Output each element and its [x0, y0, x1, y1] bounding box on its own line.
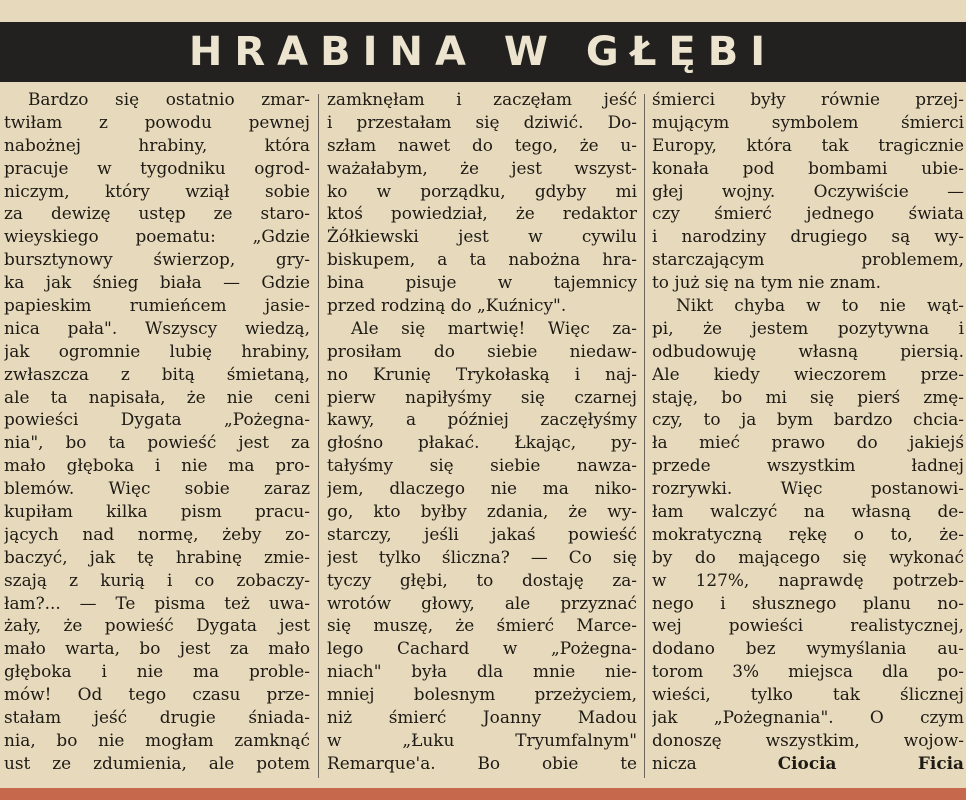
text-line: Nikt chyba w to nie wąt-	[676, 295, 964, 316]
text-line: czy śmierć jednego świata	[652, 203, 964, 224]
text-line: zwłaszcza z bitą śmietaną,	[4, 363, 310, 384]
text-line: twiłam z powodu pewnej	[4, 111, 310, 132]
text-line: ust ze zdumienia, ale potem	[4, 752, 310, 773]
text-line: to już się na tym nie znam.	[652, 272, 882, 293]
text-line: przed rodziną do „Kuźnicy".	[327, 295, 567, 316]
text-line: wrotów głowy, ale przyznać	[327, 592, 637, 613]
text-line: w „Łuku Tryumfalnym"	[327, 729, 637, 750]
text-line: ka jak śnieg biała — Gdzie	[4, 272, 310, 293]
text-line: nego i słusznego planu no-	[652, 592, 964, 613]
text-line: nabożnej hrabiny, która	[4, 134, 310, 155]
text-line: konała pod bombami ubie-	[652, 157, 964, 178]
text-line: prosiłam do siebie niedaw-	[327, 340, 637, 361]
text-line-fragment: nicza	[652, 752, 697, 773]
text-line: Ale się martwię! Więc za-	[351, 317, 637, 338]
text-line: nia, bo nie mogłam zamknąć	[4, 729, 310, 750]
text-line: ważałabym, że jest wszyst-	[327, 157, 637, 178]
text-line: żały, że powieść Dygata jest	[4, 615, 310, 636]
text-line: się muszę, że śmierć Marce-	[327, 615, 637, 636]
text-line: powieści Dygata „Pożegna-	[4, 409, 310, 430]
text-line: ale ta napisała, że nie ceni	[4, 386, 310, 407]
text-line: śmierci były równie przej-	[652, 89, 964, 109]
text-line: pracuje w tygodniku ogrod-	[4, 157, 310, 178]
text-line: kawy, a później zaczęłyśmy	[327, 409, 637, 430]
text-line: niach" była dla mnie nie-	[327, 661, 637, 682]
text-line: bina pisuje w tajemnicy	[327, 272, 637, 293]
text-line: no Krunię Trykołaską i naj-	[327, 363, 637, 384]
text-line: mało głęboka i nie ma pro-	[4, 455, 310, 476]
text-line: jak ogromnie lubię hrabiny,	[4, 340, 310, 361]
text-line	[652, 752, 964, 775]
text-line: mów! Od tego czasu prze-	[4, 684, 310, 705]
text-line: ko w porządku, gdyby mi	[327, 180, 637, 201]
text-line: mniej bolesnym przeżyciem,	[327, 684, 637, 705]
text-line: tyczy głębi, to dostaję za-	[327, 569, 637, 590]
text-line: by do mającego się wykonać	[652, 546, 964, 567]
text-line: stałam jeść drugie śniada-	[4, 707, 310, 728]
text-line: torom 3% miejsca dla po-	[652, 661, 964, 682]
title-bar	[0, 22, 966, 82]
text-line: bursztynowy świerzop, gry-	[4, 249, 310, 270]
text-line: ktoś powiedział, że redaktor	[327, 203, 637, 224]
text-column-3	[652, 88, 964, 775]
text-line: w 127%, naprawdę potrzeb-	[652, 569, 964, 590]
text-line: blemów. Więc sobie zaraz	[4, 478, 310, 499]
text-line: baczyć, jak tę hrabinę zmie-	[4, 546, 310, 567]
text-line: szłam nawet do tego, że u-	[327, 134, 637, 155]
text-line: biskupem, a ta nabożna hra-	[327, 249, 637, 270]
text-line: wej powieści realistycznej,	[652, 615, 964, 636]
text-line: lego Cachard w „Pożegna-	[327, 638, 637, 659]
text-column-2	[327, 88, 637, 775]
text-line: Remarque'a. Bo obie te	[327, 752, 637, 773]
text-line: Bardzo się ostatnio zmar-	[28, 89, 310, 109]
text-line: tałyśmy się siebie nawza-	[327, 455, 637, 476]
text-line: łam walczyć na własną de-	[652, 501, 964, 522]
article-body	[0, 88, 966, 788]
text-line: i narodziny drugiego są wy-	[652, 226, 964, 247]
text-line: papieskim rumieńcem jasie-	[4, 295, 310, 316]
text-line: rozrywki. Więc postanowi-	[652, 478, 964, 499]
text-line: go, kto byłby zdania, że wy-	[327, 501, 637, 522]
text-line: wieyskiego poematu: „Gdzie	[4, 226, 310, 247]
text-column-1	[4, 88, 310, 775]
text-line: starczającym problemem,	[652, 249, 964, 270]
text-line: Europy, która tak tragicznie	[652, 134, 964, 155]
text-line: głęboka i nie ma proble-	[4, 661, 310, 682]
text-line: nica pała". Wszyscy wiedzą,	[4, 317, 310, 338]
text-line: Ale kiedy wieczorem prze-	[652, 363, 964, 384]
text-line: za dewizę ustęp ze staro-	[4, 203, 310, 224]
text-line: szają z kurią i co zobaczy-	[4, 569, 310, 590]
text-line: mokratyczną rękę o to, że-	[652, 523, 964, 544]
text-line: przede wszystkim ładnej	[652, 455, 964, 476]
text-line: pi, że jestem pozytywna i	[652, 317, 964, 338]
author-signature: Ciocia Ficia	[777, 752, 964, 773]
text-line: głośno płakać. Łkając, py-	[327, 432, 637, 453]
bottom-color-band	[0, 788, 966, 800]
text-line: dodano bez wymyślania au-	[652, 638, 964, 659]
article-title: HRABINA W GŁĘBI	[188, 29, 778, 75]
text-line: donoszę wszystkim, wojow-	[652, 729, 964, 750]
text-line: głej wojny. Oczywiście —	[652, 180, 964, 201]
text-line: czy, to ja bym bardzo chcia-	[652, 409, 964, 430]
text-line: wieści, tylko tak ślicznej	[652, 684, 964, 705]
text-line: mującym symbolem śmierci	[652, 111, 964, 132]
text-line: i przestałam się dziwić. Do-	[327, 111, 637, 132]
text-line: staję, bo mi się pierś zmę-	[652, 386, 964, 407]
text-line: zamknęłam i zaczęłam jeść	[327, 89, 637, 109]
text-line: Żółkiewski jest w cywilu	[327, 226, 637, 247]
text-line: pierw napiłyśmy się czarnej	[327, 386, 637, 407]
text-line: łam?... — Te pisma też uwa-	[4, 592, 310, 613]
text-line: kupiłam kilka pism pracu-	[4, 501, 310, 522]
text-line: niczym, który wziął sobie	[4, 180, 310, 201]
text-line: niż śmierć Joanny Madou	[327, 707, 637, 728]
text-line: ła mieć prawo do jakiejś	[652, 432, 964, 453]
text-line: odbudowuję własną piersią.	[652, 340, 964, 361]
text-line: jem, dlaczego nie ma niko-	[327, 478, 637, 499]
text-line: jest tylko śliczna? — Co się	[327, 546, 637, 567]
text-line: starczy, jeśli jakaś powieść	[327, 523, 637, 544]
text-line: jak „Pożegnania". O czym	[652, 707, 964, 728]
text-line: jących nad normę, żeby zo-	[4, 523, 310, 544]
text-line: mało warta, bo jest za mało	[4, 638, 310, 659]
text-line: nia", bo ta powieść jest za	[4, 432, 310, 453]
